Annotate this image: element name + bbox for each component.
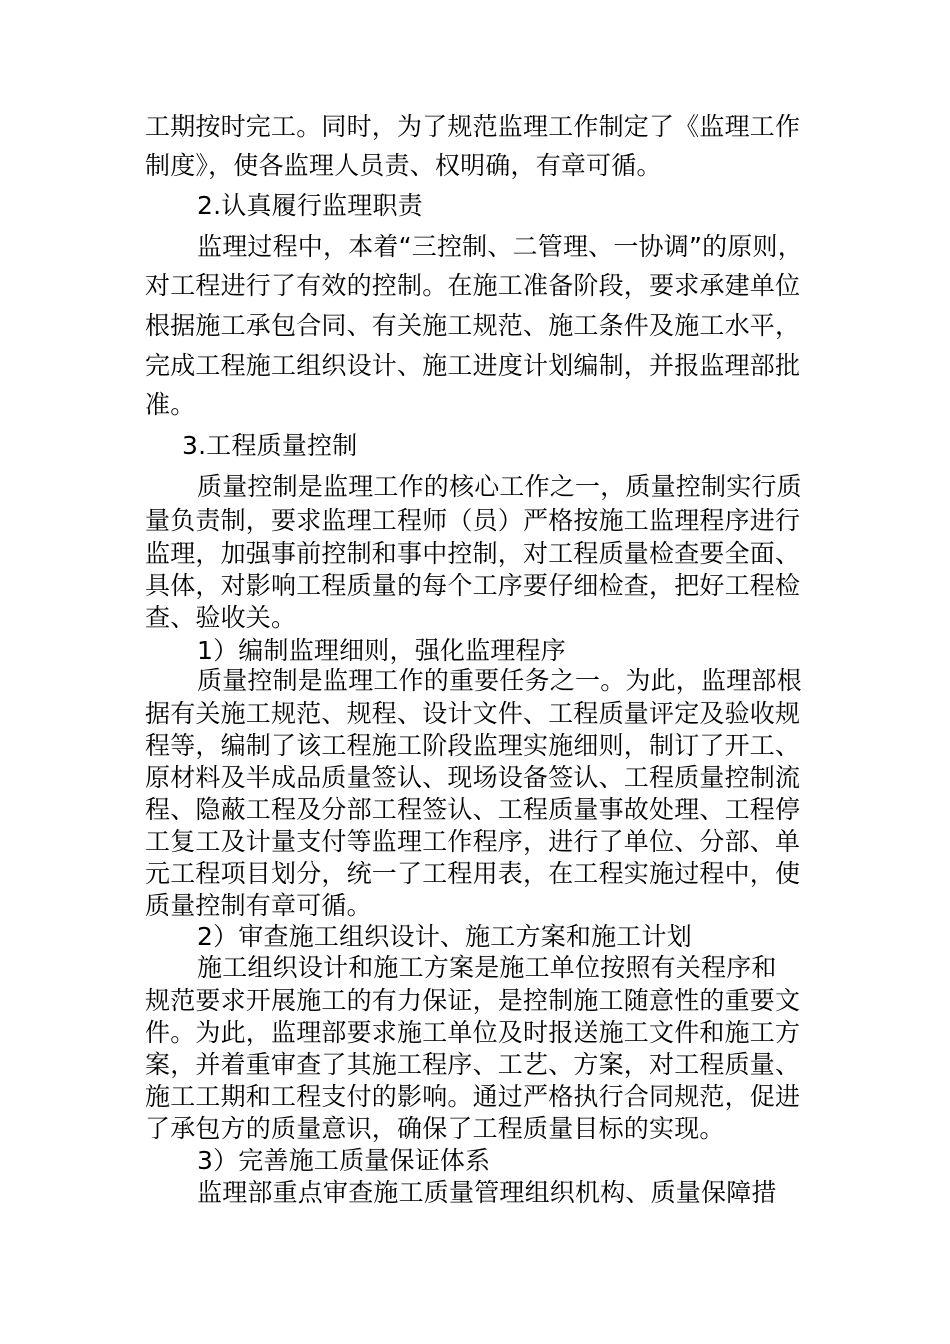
paragraph-line: 准。	[145, 390, 196, 419]
paragraph-line: 施工组织设计和施工方案是施工单位按照有关程序和	[197, 953, 777, 982]
subsection-heading-1: 1）编制监理细则，强化监理程序	[197, 636, 566, 665]
paragraph-line: 查、验收关。	[145, 603, 297, 632]
paragraph-line: 原材料及半成品质量签认、现场设备签认、工程质量控制流	[145, 763, 801, 792]
section-heading-3: 3.工程质量控制	[182, 431, 358, 460]
paragraph-line: 程、隐蔽工程及分部工程签认、工程质量事故处理、工程停	[145, 795, 801, 824]
paragraph-line: 案，并着重审查了其施工程序、工艺、方案，对工程质量、	[145, 1050, 801, 1079]
paragraph-line: 工复工及计量支付等监理工作程序，进行了单位、分部、单	[145, 827, 801, 856]
paragraph-line: 完成工程施工组织设计、施工进度计划编制，并报监理部批	[145, 351, 801, 380]
section-heading-2: 2.认真履行监理职责	[197, 191, 423, 220]
paragraph-line: 据有关施工规范、规程、设计文件、工程质量评定及验收规	[145, 699, 801, 728]
paragraph-line: 质量控制是监理工作的重要任务之一。为此，监理部根	[197, 666, 802, 695]
paragraph-line: 程等，编制了该工程施工阶段监理实施细则，制订了开工、	[145, 731, 801, 760]
paragraph-line: 质量控制有章可循。	[145, 891, 372, 920]
paragraph-line: 监理，加强事前控制和事中控制，对工程质量检查要全面、	[145, 539, 801, 568]
paragraph-line: 具体，对影响工程质量的每个工序要仔细检查，把好工程检	[145, 571, 801, 600]
paragraph-line: 监理部重点审查施工质量管理组织机构、质量保障措	[197, 1178, 777, 1207]
paragraph-line: 质量控制是监理工作的核心工作之一，质量控制实行质	[197, 472, 802, 501]
subsection-heading-2: 2）审查施工组织设计、施工方案和施工计划	[197, 922, 692, 951]
paragraph-line: 施工工期和工程支付的影响。通过严格执行合同规范，促进	[145, 1082, 801, 1111]
paragraph-line: 对工程进行了有效的控制。在施工准备阶段，要求承建单位	[145, 271, 801, 300]
paragraph-line: 制度》，使各监理人员责、权明确，有章可循。	[145, 151, 662, 180]
paragraph-line: 了承包方的质量意识，确保了工程质量目标的实现。	[145, 1114, 725, 1143]
paragraph-line: 量负责制，要求监理工程师（员）严格按施工监理程序进行	[145, 506, 801, 535]
paragraph-line: 元工程项目划分，统一了工程用表，在工程实施过程中，使	[145, 859, 801, 888]
subsection-heading-3: 3）完善施工质量保证体系	[197, 1146, 491, 1175]
paragraph-line: 根据施工承包合同、有关施工规范、施工条件及施工水平，	[145, 311, 801, 340]
paragraph-line: 件。为此，监理部要求施工单位及时报送施工文件和施工方	[145, 1018, 801, 1047]
paragraph-line: 监理过程中，本着“三控制、二管理、一协调”的原则，	[197, 232, 803, 261]
paragraph-line: 规范要求开展施工的有力保证，是控制施工随意性的重要文	[145, 986, 801, 1015]
paragraph-line: 工期按时完工。同时，为了规范监理工作制定了《监理工作	[145, 112, 801, 141]
